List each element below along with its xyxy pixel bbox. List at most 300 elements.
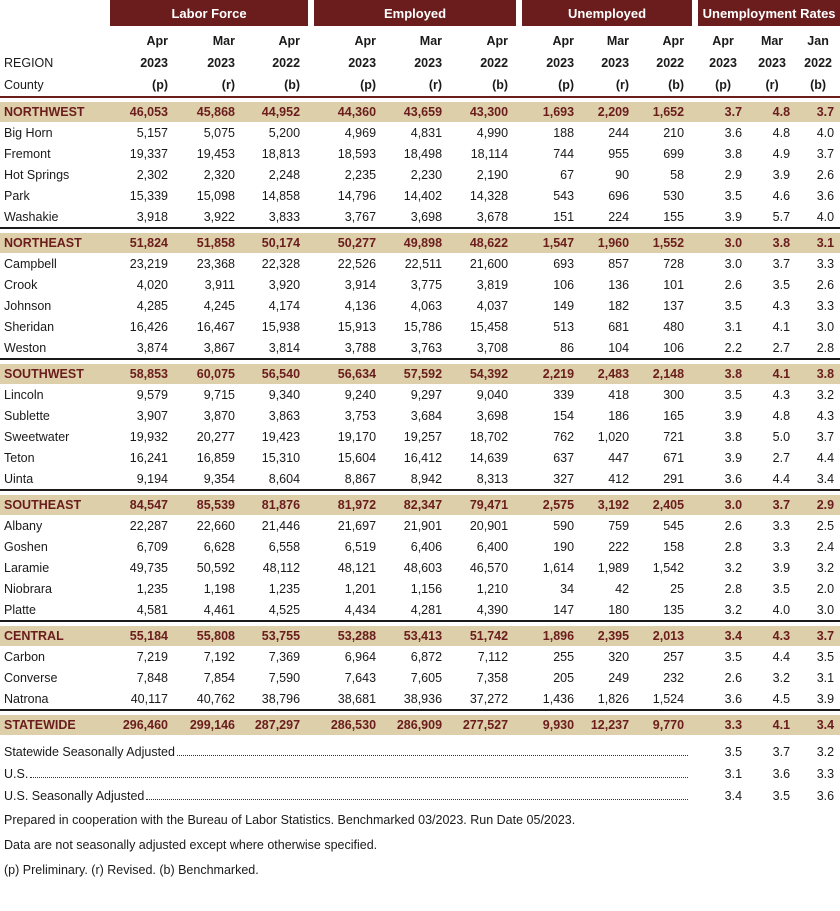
value-cell: 1,235 [268, 581, 301, 596]
value-cell: 5,200 [268, 125, 301, 140]
value-cell: 3.5 [816, 649, 835, 664]
value-cell: 22,511 [404, 256, 443, 271]
value-cell: 3.8 [796, 364, 840, 384]
county-row [0, 426, 840, 447]
footnote-text: Prepared in cooperation with the Bureau of Labor Statistics. Benchmarked 03/2023. Run Date 05/2023. [4, 812, 576, 827]
value-cell: 2.9 [724, 167, 743, 182]
value-cell: 1,989 [597, 560, 630, 575]
value-cell: 3.6 [698, 468, 748, 490]
value-cell: 1,693 [522, 102, 582, 122]
value-cell: 530 [663, 188, 685, 203]
value-cell: 4,990 [476, 125, 509, 140]
column-header-cell: Apr [278, 34, 301, 48]
footnote-row [0, 832, 840, 857]
value-cell: 188 [553, 125, 575, 140]
value-cell: 3,833 [243, 206, 308, 228]
county-row [0, 164, 840, 185]
extra-rate-label: Statewide Seasonally Adjusted [4, 745, 175, 759]
column-header-cell: 2023 [140, 56, 168, 70]
value-cell: 180 [582, 599, 637, 621]
value-cell: 3.6 [772, 767, 791, 781]
value-cell: 21,697 [337, 518, 377, 533]
value-cell: 3.7 [772, 745, 791, 759]
footnote-text: (p) Preliminary. (r) Revised. (b) Benchmarked. [4, 862, 259, 877]
value-cell: 3,708 [450, 337, 516, 359]
value-cell: 3.6 [724, 125, 743, 140]
column-header-row [0, 26, 840, 52]
dotted-leader [4, 767, 692, 781]
value-cell: 296,460 [110, 715, 176, 735]
column-group-header-row [0, 0, 840, 26]
value-cell: 2,320 [203, 167, 235, 182]
region-row [0, 626, 840, 646]
value-cell: 3.9 [724, 450, 743, 465]
column-header-cell: Apr [712, 34, 734, 48]
value-cell: 2,395 [582, 626, 637, 646]
value-cell: 19,337 [129, 146, 168, 161]
value-cell: 2.5 [816, 518, 835, 533]
column-header-cell: 2023 [414, 56, 443, 70]
value-cell: 4.1 [748, 715, 796, 735]
value-cell: 9,579 [136, 387, 168, 402]
value-cell: 4,063 [410, 298, 443, 313]
value-cell: 3.7 [816, 146, 835, 161]
group-header-unemployed: Unemployed [522, 0, 692, 26]
value-cell: 3.7 [816, 429, 835, 444]
county-name: Converse [4, 670, 58, 685]
value-cell: 50,277 [314, 233, 384, 253]
value-cell: 2.9 [796, 495, 840, 515]
value-cell: 955 [608, 146, 630, 161]
group-header-employed: Employed [314, 0, 516, 26]
value-cell: 3.3 [772, 539, 791, 554]
value-cell: 23,219 [129, 256, 168, 271]
value-cell: 3.5 [724, 387, 743, 402]
group-header-unemployment-rates: Unemployment Rates [698, 0, 840, 26]
value-cell: 6,872 [410, 649, 443, 664]
value-cell: 22,287 [129, 518, 168, 533]
value-cell: 3.5 [724, 298, 743, 313]
value-cell: 19,453 [196, 146, 235, 161]
value-cell: 4,037 [476, 298, 509, 313]
column-header-cell: Apr [486, 34, 509, 48]
value-cell: 155 [637, 206, 692, 228]
group-header-blank [0, 0, 110, 26]
value-cell: 15,339 [129, 188, 168, 203]
value-cell: 3,907 [136, 408, 168, 423]
value-cell: 2,013 [637, 626, 692, 646]
county-name: Washakie [0, 206, 110, 228]
value-cell: 15,604 [337, 450, 377, 465]
value-cell: 79,471 [450, 495, 516, 515]
county-name: Laramie [4, 560, 50, 575]
county-name: Carbon [4, 649, 45, 664]
value-cell: 48,603 [403, 560, 443, 575]
value-cell: 3,192 [582, 495, 637, 515]
value-cell: 56,634 [314, 364, 384, 384]
value-cell: 205 [553, 670, 575, 685]
value-cell: 15,786 [403, 319, 443, 334]
value-cell: 4.1 [772, 319, 791, 334]
value-cell: 513 [553, 319, 575, 334]
value-cell: 224 [582, 206, 637, 228]
value-cell: 4.4 [748, 468, 796, 490]
value-cell: 1,210 [476, 581, 509, 596]
column-header-cell: Apr [662, 34, 685, 48]
value-cell: 9,040 [476, 387, 509, 402]
value-cell: 2.7 [748, 337, 796, 359]
footnote-text: Data are not seasonally adjusted except where otherwise specified. [4, 837, 378, 852]
value-cell: 3.8 [724, 146, 743, 161]
value-cell: 18,593 [337, 146, 377, 161]
county-name: Teton [4, 450, 35, 465]
value-cell: 327 [522, 468, 582, 490]
value-cell: 4.3 [816, 408, 835, 423]
value-cell: 2,148 [637, 364, 692, 384]
county-name: Lincoln [4, 387, 44, 402]
county-row [0, 295, 840, 316]
value-cell: 9,194 [110, 468, 176, 490]
region-name: SOUTHEAST [0, 495, 110, 515]
value-cell: 4.8 [772, 125, 791, 140]
value-cell: 3,922 [176, 206, 243, 228]
value-cell: 3,870 [203, 408, 235, 423]
value-cell: 8,867 [314, 468, 384, 490]
value-cell: 18,114 [470, 146, 509, 161]
county-row [0, 206, 840, 228]
value-cell: 3.2 [816, 745, 835, 759]
value-cell: 3.4 [796, 715, 840, 735]
value-cell: 681 [608, 319, 630, 334]
value-cell: 23,368 [196, 256, 235, 271]
value-cell: 19,932 [129, 429, 168, 444]
column-header-cell: Mar [212, 34, 235, 48]
county-name: Fremont [4, 146, 51, 161]
value-cell: 2.7 [772, 450, 791, 465]
value-cell: 300 [663, 387, 685, 402]
county-row [0, 405, 840, 426]
column-header-cell: (p) [110, 74, 176, 97]
value-cell: 3.3 [698, 715, 748, 735]
dotted-leader [4, 789, 692, 803]
value-cell: 339 [553, 387, 575, 402]
value-cell: 4.8 [748, 102, 796, 122]
value-cell: 3.7 [772, 256, 791, 271]
county-name: Park [4, 188, 30, 203]
value-cell: 158 [663, 539, 685, 554]
county-row [0, 578, 840, 599]
value-cell: 51,742 [450, 626, 516, 646]
column-header-cell: 2023 [709, 56, 737, 70]
value-cell: 8,604 [243, 468, 308, 490]
value-cell: 2,230 [410, 167, 443, 182]
value-cell: 5,157 [136, 125, 168, 140]
value-cell: 51,858 [176, 233, 243, 253]
value-cell: 4.4 [816, 450, 835, 465]
value-cell: 3.0 [816, 319, 835, 334]
value-cell: 7,112 [477, 649, 509, 664]
value-cell: 135 [637, 599, 692, 621]
value-cell: 3,874 [110, 337, 176, 359]
value-cell: 3.9 [698, 206, 748, 228]
value-cell: 255 [553, 649, 575, 664]
value-cell: 1,156 [410, 581, 443, 596]
value-cell: 4,281 [384, 599, 450, 621]
value-cell: 3.5 [724, 649, 743, 664]
value-cell: 21,446 [261, 518, 301, 533]
value-cell: 56,540 [243, 364, 308, 384]
county-row [0, 557, 840, 578]
county-name: Niobrara [4, 581, 52, 596]
value-cell: 147 [522, 599, 582, 621]
county-column-label: County [0, 74, 110, 97]
value-cell: 7,192 [203, 649, 235, 664]
footnote-row [0, 857, 840, 882]
value-cell: 1,020 [597, 429, 630, 444]
value-cell: 277,527 [450, 715, 516, 735]
value-cell: 3.9 [772, 167, 791, 182]
value-cell: 151 [522, 206, 582, 228]
value-cell: 2.2 [698, 337, 748, 359]
county-name: Sweetwater [4, 429, 70, 444]
value-cell: 3,867 [176, 337, 243, 359]
county-row [0, 447, 840, 468]
county-name: Sublette [4, 408, 50, 423]
value-cell: 40,117 [110, 688, 176, 710]
value-cell: 9,297 [410, 387, 443, 402]
value-cell: 4,245 [203, 298, 235, 313]
value-cell: 2.8 [724, 539, 743, 554]
value-cell: 3.8 [748, 233, 796, 253]
value-cell: 3.3 [816, 298, 835, 313]
column-header-cell: 2022 [480, 56, 509, 70]
value-cell: 480 [663, 319, 685, 334]
column-header-cell: Mar [419, 34, 443, 48]
value-cell: 104 [582, 337, 637, 359]
value-cell: 2.6 [816, 167, 835, 182]
value-cell: 7,590 [268, 670, 301, 685]
county-row [0, 515, 840, 536]
column-header-cell: 2023 [758, 56, 786, 70]
value-cell: 186 [608, 408, 630, 423]
extra-rate-row [0, 763, 840, 785]
value-cell: 3.2 [724, 560, 743, 575]
value-cell: 2,219 [522, 364, 582, 384]
value-cell: 762 [553, 429, 575, 444]
value-cell: 53,288 [314, 626, 384, 646]
value-cell: 4.8 [772, 408, 791, 423]
county-row [0, 337, 840, 359]
value-cell: 2,209 [582, 102, 637, 122]
value-cell: 67 [560, 167, 575, 182]
value-cell: 48,121 [337, 560, 377, 575]
statewide-name: STATEWIDE [0, 715, 110, 735]
value-cell: 299,146 [176, 715, 243, 735]
county-name: Natrona [0, 688, 110, 710]
value-cell: 4.0 [748, 599, 796, 621]
value-cell: 543 [553, 188, 575, 203]
county-name: Hot Springs [4, 167, 70, 182]
value-cell: 693 [553, 256, 575, 271]
value-cell: 165 [663, 408, 685, 423]
value-cell: 38,796 [243, 688, 308, 710]
value-cell: 1,235 [136, 581, 168, 596]
value-cell: 8,313 [450, 468, 516, 490]
statewide-row [0, 715, 840, 735]
county-row [0, 253, 840, 274]
value-cell: 18,498 [403, 146, 443, 161]
region-name: NORTHEAST [0, 233, 110, 253]
value-cell: 728 [663, 256, 685, 271]
value-cell: 38,681 [314, 688, 384, 710]
value-cell: 18,813 [261, 146, 301, 161]
value-cell: 4,581 [110, 599, 176, 621]
county-name: Sheridan [4, 319, 55, 334]
value-cell: 3.5 [772, 581, 791, 596]
value-cell: 3.1 [724, 319, 743, 334]
county-name: Albany [4, 518, 43, 533]
value-cell: 9,240 [344, 387, 377, 402]
value-cell: 3,918 [110, 206, 176, 228]
column-header-cell: (p) [314, 74, 384, 97]
value-cell: 3.7 [748, 495, 796, 515]
value-cell: 2.4 [816, 539, 835, 554]
value-cell: 81,972 [314, 495, 384, 515]
value-cell: 291 [637, 468, 692, 490]
county-row [0, 185, 840, 206]
value-cell: 19,257 [403, 429, 443, 444]
value-cell: 759 [608, 518, 630, 533]
value-cell: 55,184 [110, 626, 176, 646]
value-cell: 3.9 [772, 560, 791, 575]
region-name: SOUTHWEST [0, 364, 110, 384]
group-header-labor-force: Labor Force [110, 0, 308, 26]
value-cell: 4,285 [136, 298, 168, 313]
value-cell: 6,558 [268, 539, 301, 554]
value-cell: 4,020 [136, 277, 168, 292]
value-cell: 3.3 [772, 518, 791, 533]
value-cell: 3.9 [724, 408, 743, 423]
county-name: Platte [0, 599, 110, 621]
value-cell: 1,552 [637, 233, 692, 253]
value-cell: 3,775 [410, 277, 443, 292]
value-cell: 6,964 [344, 649, 377, 664]
value-cell: 3,698 [384, 206, 450, 228]
region-row [0, 102, 840, 122]
value-cell: 82,347 [384, 495, 450, 515]
column-header-cell: Apr [146, 34, 168, 48]
value-cell: 3.2 [816, 387, 835, 402]
county-row [0, 599, 840, 621]
value-cell: 4,831 [410, 125, 443, 140]
value-cell: 3,863 [268, 408, 301, 423]
value-cell: 16,859 [196, 450, 235, 465]
column-header-cell: (r) [582, 74, 637, 97]
extra-rate-label: U.S. Seasonally Adjusted [4, 789, 145, 803]
value-cell: 3,814 [243, 337, 308, 359]
value-cell: 2.6 [724, 277, 743, 292]
value-cell: 53,755 [243, 626, 308, 646]
region-row [0, 233, 840, 253]
value-cell: 1,896 [522, 626, 582, 646]
value-cell: 671 [663, 450, 685, 465]
value-cell: 3.6 [816, 188, 835, 203]
column-header-cell: Apr [552, 34, 575, 48]
value-cell: 721 [663, 429, 685, 444]
value-cell: 42 [615, 581, 630, 596]
value-cell: 3.6 [698, 688, 748, 710]
value-cell: 2.8 [724, 581, 743, 596]
value-cell: 85,539 [176, 495, 243, 515]
value-cell: 744 [553, 146, 575, 161]
value-cell: 48,112 [262, 560, 301, 575]
value-cell: 43,659 [384, 102, 450, 122]
value-cell: 3.8 [698, 364, 748, 384]
value-cell: 22,660 [196, 518, 235, 533]
value-cell: 15,458 [469, 319, 509, 334]
value-cell: 22,526 [337, 256, 377, 271]
column-header-cell: (p) [698, 74, 748, 97]
county-row [0, 274, 840, 295]
value-cell: 14,858 [261, 188, 301, 203]
value-cell: 4.3 [772, 387, 791, 402]
value-cell: 699 [663, 146, 685, 161]
county-row [0, 646, 840, 667]
header-blank [0, 26, 110, 52]
value-cell: 53,413 [384, 626, 450, 646]
value-cell: 1,960 [582, 233, 637, 253]
value-cell: 15,938 [261, 319, 301, 334]
value-cell: 106 [553, 277, 575, 292]
value-cell: 4.9 [772, 146, 791, 161]
column-header-cell: (b) [637, 74, 692, 97]
value-cell: 590 [553, 518, 575, 533]
value-cell: 3.2 [698, 599, 748, 621]
value-cell: 2,405 [637, 495, 692, 515]
value-cell: 50,592 [196, 560, 235, 575]
value-cell: 9,770 [637, 715, 692, 735]
value-cell: 210 [663, 125, 685, 140]
value-cell: 4.3 [772, 298, 791, 313]
column-header-cell: 2022 [656, 56, 685, 70]
value-cell: 545 [663, 518, 685, 533]
value-cell: 19,423 [261, 429, 301, 444]
value-cell: 34 [560, 581, 575, 596]
county-name: Uinta [0, 468, 110, 490]
column-header-cell: 2022 [272, 56, 301, 70]
value-cell: 4.1 [748, 364, 796, 384]
value-cell: 3.0 [698, 233, 748, 253]
value-cell: 137 [663, 298, 685, 313]
value-cell: 3.0 [796, 599, 840, 621]
column-header-cell: (r) [748, 74, 796, 97]
value-cell: 54,392 [450, 364, 516, 384]
value-cell: 3,684 [410, 408, 443, 423]
value-cell: 2,483 [582, 364, 637, 384]
region-name: CENTRAL [0, 626, 110, 646]
value-cell: 19,170 [337, 429, 377, 444]
value-cell: 3.1 [816, 670, 835, 685]
value-cell: 16,241 [129, 450, 168, 465]
footnote-row [0, 807, 840, 832]
value-cell: 21,600 [469, 256, 509, 271]
value-cell: 286,530 [314, 715, 384, 735]
region-name: NORTHWEST [0, 102, 110, 122]
value-cell: 50,174 [243, 233, 308, 253]
value-cell: 22,328 [261, 256, 301, 271]
column-header-cell: (p) [522, 74, 582, 97]
value-cell: 20,901 [469, 518, 509, 533]
